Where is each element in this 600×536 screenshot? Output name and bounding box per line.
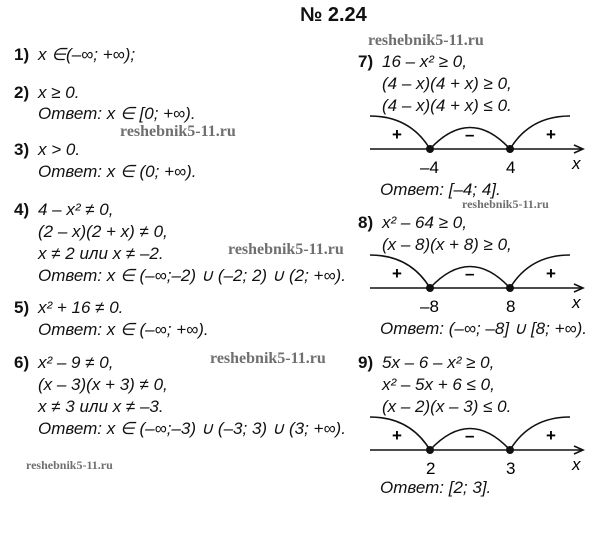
watermark: reshebnik5-11.ru — [26, 458, 113, 472]
answer-line: Ответ: [–4; 4]. — [380, 180, 501, 199]
axis-variable: x — [572, 455, 581, 474]
answer-line: Ответ: x ∈ (–∞; +∞). — [38, 320, 209, 339]
answer-line: Ответ: x ∈ [0; +∞). — [38, 104, 196, 123]
answer-line: Ответ: [2; 3]. — [380, 478, 492, 497]
sign-label: + — [392, 426, 402, 445]
watermark: reshebnik5-11.ru — [120, 123, 236, 140]
problem-line: 5x – 6 – x² ≥ 0, — [382, 353, 495, 372]
sign-label: – — [465, 426, 475, 445]
problem-number: 2) — [14, 83, 30, 102]
sign-label: + — [546, 125, 556, 144]
problem-number: 3) — [14, 140, 30, 159]
axis-variable: x — [572, 293, 581, 312]
sign-label: + — [392, 264, 402, 283]
problem-line: x ≠ 3 или x ≠ –3. — [38, 397, 164, 416]
tick-label: 4 — [506, 158, 516, 177]
tick-label: –8 — [420, 297, 439, 316]
problem-number: 4) — [14, 200, 30, 219]
answer-line: Ответ: x ∈ (–∞;–2) ∪ (–2; 2) ∪ (2; +∞). — [38, 266, 346, 285]
answer-line: Ответ: x ∈ (–∞;–3) ∪ (–3; 3) ∪ (3; +∞). — [38, 419, 346, 438]
sign-label: – — [465, 125, 475, 144]
problem-line: x ≠ 2 или x ≠ –2. — [38, 244, 164, 263]
sign-label: + — [392, 125, 402, 144]
problem-number: 8) — [358, 213, 374, 232]
problem-number: 7) — [358, 52, 374, 71]
problem-number: 1) — [14, 45, 30, 64]
problem-line: x² – 64 ≥ 0, — [382, 213, 467, 232]
watermark: reshebnik5-11.ru — [228, 241, 344, 258]
problem-line: 16 – x² ≥ 0, — [382, 52, 467, 71]
tick-label: –4 — [420, 158, 439, 177]
problem-line: 4 – x² ≠ 0, — [38, 200, 114, 219]
tick-label: 8 — [506, 297, 516, 316]
watermark: reshebnik5-11.ru — [210, 350, 326, 367]
sign-arc — [510, 255, 570, 288]
sign-arc — [510, 417, 570, 450]
axis-variable: x — [572, 154, 581, 173]
answer-line: Ответ: x ∈ (0; +∞). — [38, 162, 197, 181]
problem-line: x > 0. — [38, 140, 81, 159]
tick-label: 2 — [426, 459, 436, 478]
problem-number: 5) — [14, 298, 30, 317]
problem-title: № 2.24 — [300, 4, 367, 26]
watermark: reshebnik5-11.ru — [368, 32, 484, 49]
answer-line: Ответ: (–∞; –8] ∪ [8; +∞). — [380, 319, 588, 338]
problem-line: x ∈(–∞; +∞); — [38, 45, 136, 64]
point-dot — [506, 145, 514, 153]
sign-label: – — [465, 264, 475, 283]
problem-line: (4 – x)(4 + x) ≤ 0. — [382, 96, 512, 115]
sign-label: + — [546, 426, 556, 445]
sign-label: + — [546, 264, 556, 283]
point-dot — [426, 145, 434, 153]
sign-arc — [510, 116, 570, 149]
problem-number: 6) — [14, 353, 30, 372]
problem-number: 9) — [358, 353, 374, 372]
problem-line: (x – 3)(x + 3) ≠ 0, — [38, 375, 168, 394]
problem-line: x² – 5x + 6 ≤ 0, — [382, 375, 495, 394]
problem-line: x ≥ 0. — [38, 83, 80, 102]
problem-line: x² – 9 ≠ 0, — [38, 353, 114, 372]
point-dot — [506, 446, 514, 454]
point-dot — [426, 284, 434, 292]
tick-label: 3 — [506, 459, 516, 478]
watermark: reshebnik5-11.ru — [462, 197, 549, 211]
problem-line: x² + 16 ≠ 0. — [38, 298, 124, 317]
problem-line: (x – 2)(x – 3) ≤ 0. — [382, 397, 512, 416]
problem-line: (x – 8)(x + 8) ≥ 0, — [382, 235, 512, 254]
point-dot — [506, 284, 514, 292]
point-dot — [426, 446, 434, 454]
problem-line: (2 – x)(2 + x) ≠ 0, — [38, 222, 168, 241]
problem-line: (4 – x)(4 + x) ≥ 0, — [382, 74, 512, 93]
